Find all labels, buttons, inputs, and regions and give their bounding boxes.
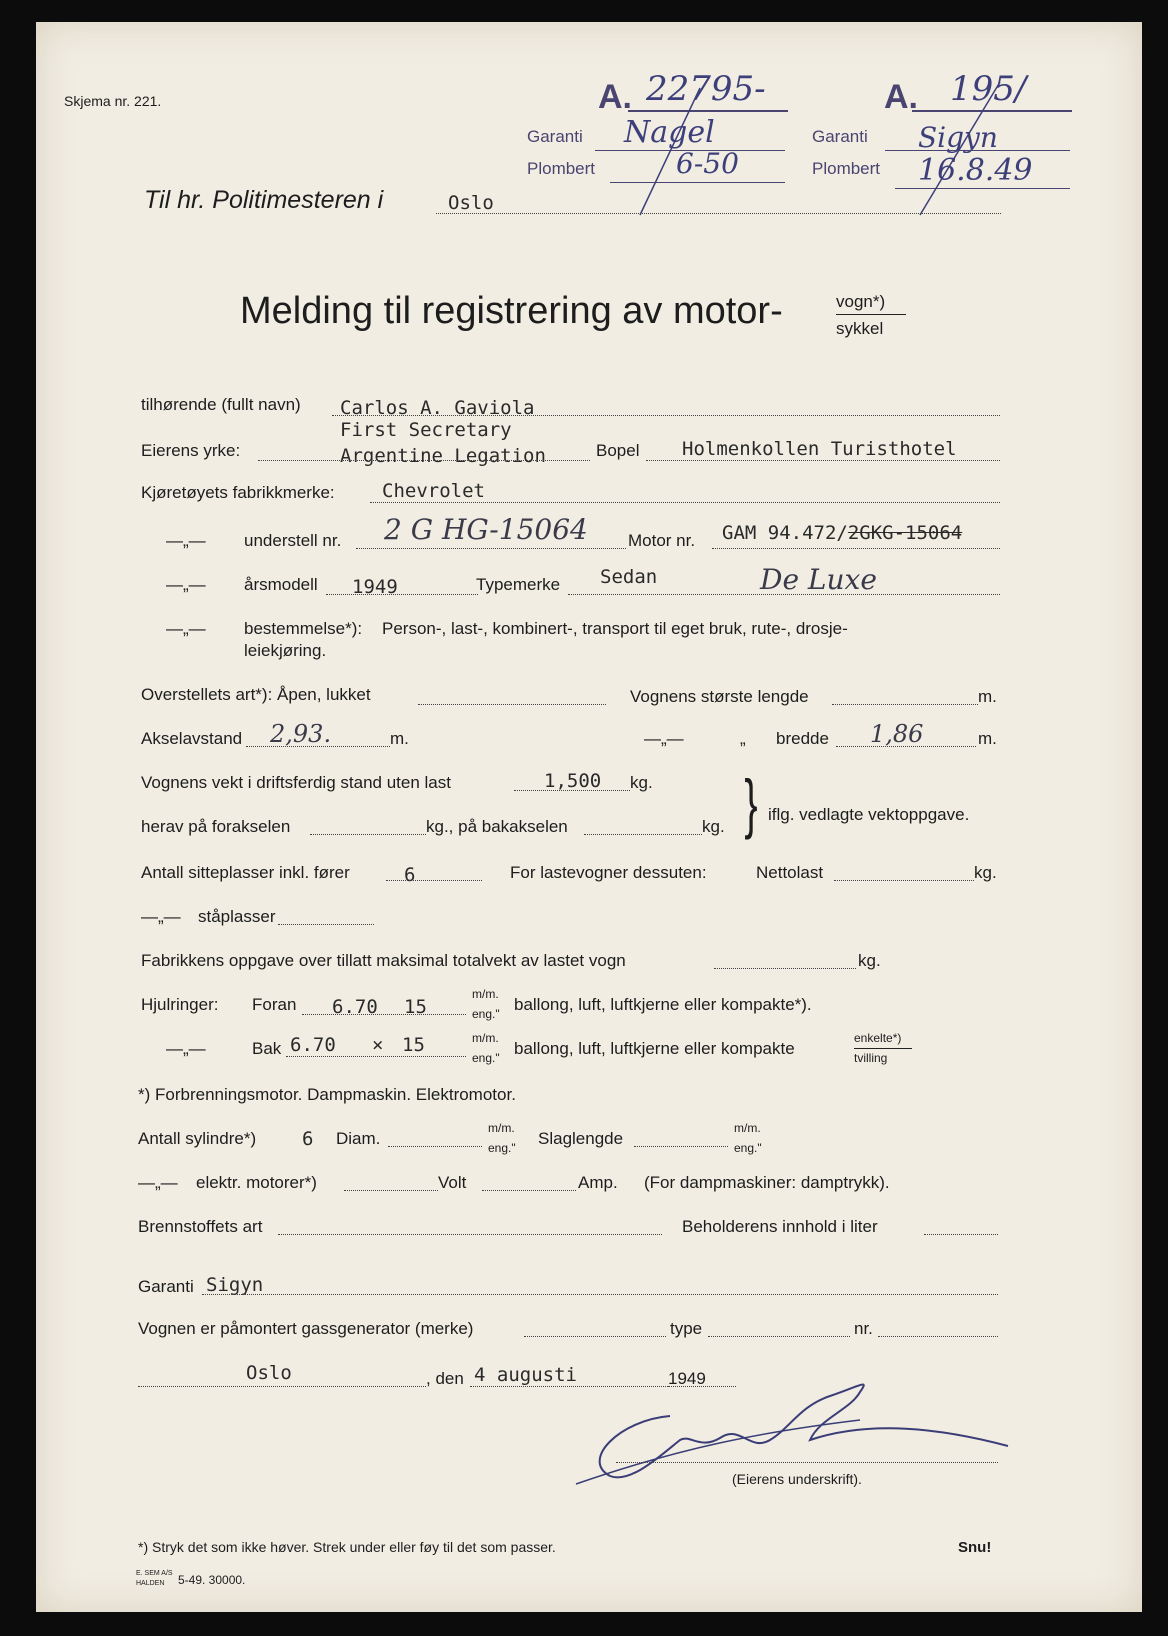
fuel-label: Brennstoffets art [138, 1217, 263, 1236]
tire-rear-value2: 15 [402, 1034, 425, 1056]
axle-label: herav på forakselen [141, 817, 291, 836]
length-unit: m. [978, 687, 997, 706]
net-unit: kg. [974, 863, 997, 882]
stamp-left-number: 22795- [646, 69, 766, 109]
occupation-line2: Argentine Legation [340, 445, 546, 467]
addressee-value: Oslo [448, 192, 494, 214]
date-value: 4 augusti [474, 1364, 577, 1386]
ditto-4: —„— [644, 729, 684, 748]
engine-no-label: Motor nr. [628, 531, 696, 550]
width-value: 1,86 [870, 720, 924, 748]
diam-label: Diam. [336, 1129, 381, 1148]
make-value: Chevrolet [382, 480, 485, 502]
stamp-left-letter: A. [598, 78, 632, 116]
stamp-right-plombert-value: 16.8.49 [918, 153, 1033, 188]
net-label: Nettolast [756, 863, 824, 882]
max-weight-label: Fabrikkens oppgave over tillatt maksimal totalvekt av lastet vogn [141, 951, 626, 970]
stroke-unit-bottom: eng." [734, 1141, 762, 1155]
truck-label: For lastevogner dessuten: [510, 863, 707, 882]
addressee-label: Til hr. Politimesteren i [144, 186, 384, 214]
axle-rear-unit: kg. [702, 817, 725, 836]
weight-value: 1,500 [544, 770, 602, 792]
wheelbase-value: 2,93. [270, 720, 332, 748]
width-label: bredde [776, 729, 829, 748]
ditto-2: —„— [166, 575, 206, 594]
occupation-line1: First Secretary [340, 419, 512, 441]
turn-page-label: Snu! [958, 1539, 992, 1556]
weight-note: iflg. vedlagte vektoppgave. [768, 805, 970, 824]
axle-rear-label: kg., på bakakselen [426, 817, 568, 836]
ditto-7: —„— [138, 1173, 178, 1192]
cylinders-value: 6 [302, 1128, 314, 1150]
year-value: 1949 [352, 576, 398, 598]
stroke-label: Slaglengde [538, 1129, 624, 1148]
address-label: Bopel [596, 441, 640, 460]
amp-label: Amp. [578, 1173, 618, 1192]
tire-front-label: Foran [252, 995, 297, 1014]
address-value: Holmenkollen Turisthotel [682, 438, 957, 460]
seats-value: 6 [404, 864, 416, 886]
engine-kinds: *) Forbrenningsmotor. Dampmaskin. Elektromotor. [138, 1085, 516, 1104]
ditto-quote: „ [740, 729, 746, 748]
gas-nr-label: nr. [854, 1319, 873, 1338]
schema-number: Skjema nr. 221. [64, 93, 162, 109]
type-label: Typemerke [476, 575, 561, 594]
printer-name: E. SEM A/S [136, 1570, 173, 1577]
wheelbase-label: Akselavstand [141, 729, 243, 748]
place-value: Oslo [246, 1362, 292, 1384]
purpose-label: bestemmelse*): [244, 619, 363, 638]
length-label: Vognens største lengde [630, 687, 809, 706]
tires-label: Hjulringer: [141, 995, 219, 1014]
stamp-right-garanti-value: Sigyn [918, 121, 998, 154]
steam-label: (For dampmaskiner: damptrykk). [644, 1173, 890, 1192]
year-label: årsmodell [244, 575, 318, 594]
stamp-right-number: 195/ [950, 69, 1027, 109]
stamp-left-plombert-label: Plombert [527, 159, 596, 178]
diam-unit-top: m/m. [488, 1121, 515, 1135]
elec-motors-label: elektr. motorer*) [196, 1173, 317, 1192]
title-sykkel: sykkel [836, 319, 884, 338]
purpose-line1: Person-, last-, kombinert-, transport til eget bruk, rute-, drosje- [382, 619, 848, 638]
year-printed: 1949 [668, 1369, 706, 1388]
gas-generator-label: Vognen er påmontert gassgenerator (merke) [138, 1319, 474, 1338]
stamp-right-plombert-label: Plombert [812, 159, 881, 178]
tire-front-unit-bottom: eng." [472, 1007, 500, 1021]
signature-label: (Eierens underskrift). [732, 1471, 862, 1487]
engine-no-struck: 2GKG-15064 [847, 522, 963, 544]
ditto-1: —„— [166, 531, 206, 550]
standing-label: ståplasser [198, 907, 276, 926]
chassis-label: understell nr. [244, 531, 342, 550]
volt-label: Volt [438, 1173, 467, 1192]
printer-city: HALDEN [136, 1580, 165, 1587]
garanti-label: Garanti [138, 1277, 194, 1296]
tire-rear-unit-top: m/m. [472, 1031, 499, 1045]
tire-rear-label: Bak [252, 1039, 282, 1058]
stamp-right-letter: A. [884, 78, 918, 116]
owner-name-label: tilhørende (fullt navn) [141, 395, 301, 414]
tire-front-types: ballong, luft, luftkjerne eller kompakte*). [514, 995, 812, 1014]
engine-no-main: GAM 94.472/ [722, 522, 848, 544]
tire-front-unit-top: m/m. [472, 987, 499, 1001]
tire-front-value2: 15 [404, 996, 427, 1018]
wheelbase-unit: m. [390, 729, 409, 748]
tire-single: enkelte*) [854, 1031, 902, 1045]
cylinders-label: Antall sylindre*) [138, 1129, 257, 1148]
print-info: 5-49. 30000. [178, 1573, 246, 1587]
garanti-value: Sigyn [206, 1274, 264, 1296]
tire-front-value: 6.70 [332, 996, 378, 1018]
stroke-unit-top: m/m. [734, 1121, 761, 1135]
stamp-left-plombert-value: 6-50 [676, 147, 739, 180]
ditto-6: —„— [166, 1039, 206, 1058]
page-title: Melding til registrering av motor- [240, 290, 783, 332]
body-type-label: Overstellets art*): Åpen, lukket [141, 685, 371, 704]
title-vogn: vogn*) [836, 292, 886, 311]
chassis-value: 2 G HG-15064 [384, 513, 588, 546]
type-handwritten: De Luxe [760, 563, 877, 596]
tire-rear-types: ballong, luft, luftkjerne eller kompakte [514, 1039, 795, 1058]
diam-unit-bottom: eng." [488, 1141, 516, 1155]
seats-label: Antall sitteplasser inkl. fører [141, 863, 350, 882]
tank-label: Beholderens innhold i liter [682, 1217, 878, 1236]
max-weight-unit: kg. [858, 951, 881, 970]
width-unit: m. [978, 729, 997, 748]
ditto-5: —„— [141, 907, 181, 926]
make-label: Kjøretøyets fabrikkmerke: [141, 483, 335, 502]
tire-rear-value: 6.70 [290, 1034, 336, 1056]
tire-twin: tvilling [854, 1051, 888, 1065]
weight-label: Vognens vekt i driftsferdig stand uten last [141, 773, 451, 792]
stamp-left-garanti-value: Nagel [624, 115, 715, 150]
date-den-label: , den [426, 1369, 464, 1388]
occupation-label: Eierens yrke: [141, 441, 241, 460]
weight-unit: kg. [630, 773, 653, 792]
ditto-3: —„— [166, 619, 206, 638]
brace-icon: } [744, 766, 758, 840]
gas-type-label: type [670, 1319, 703, 1338]
type-value: Sedan [600, 566, 658, 588]
purpose-line2: leiekjøring. [244, 641, 327, 660]
tire-rear-unit-bottom: eng." [472, 1051, 500, 1065]
footnote: *) Stryk det som ikke høver. Strek under eller føy til det som passer. [138, 1539, 556, 1555]
tire-rear-x: × [372, 1034, 384, 1056]
owner-name: Carlos A. Gaviola [340, 397, 535, 419]
stamp-left-garanti-label: Garanti [527, 127, 583, 146]
stamp-right-garanti-label: Garanti [812, 127, 868, 146]
